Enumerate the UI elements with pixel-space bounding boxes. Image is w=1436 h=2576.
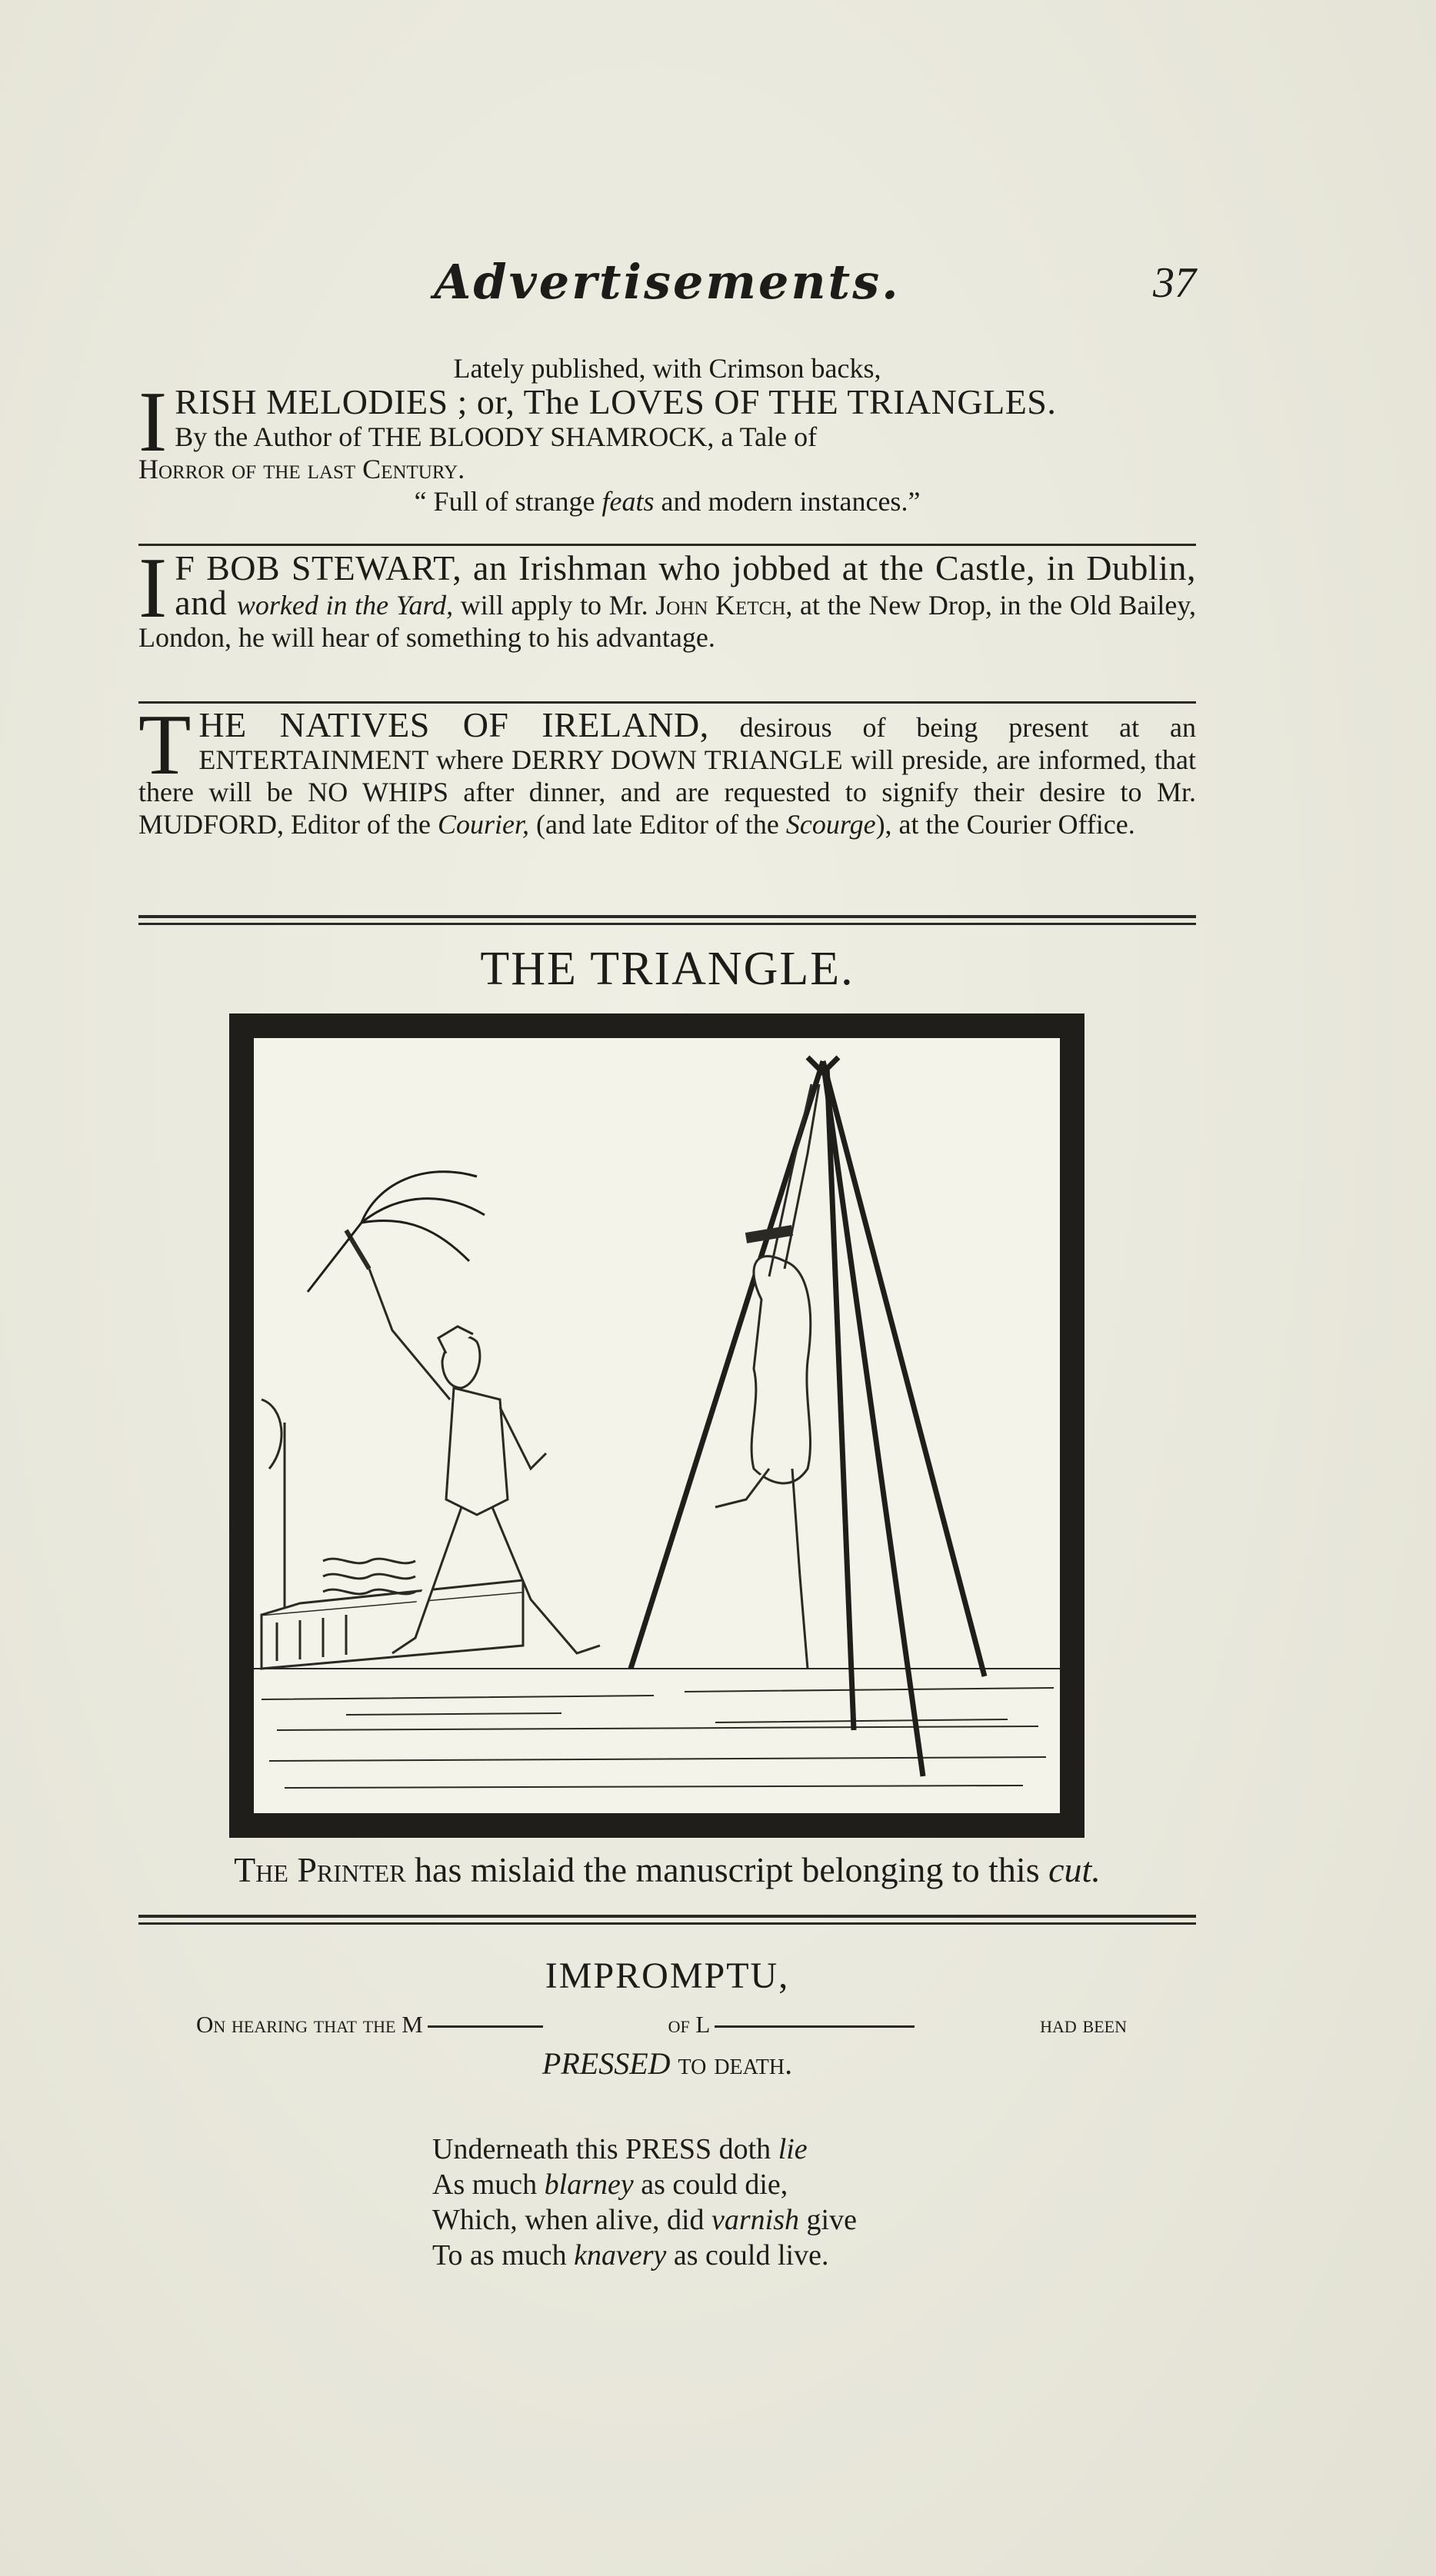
whipping-post	[262, 1399, 415, 1607]
ad1-byline: By the Author of THE BLOODY SHAMROCK, a Tale of	[175, 421, 818, 452]
stone-block	[262, 1580, 523, 1669]
whip-lashes	[308, 1172, 485, 1292]
verse-line: To as much knavery as could live.	[432, 2239, 829, 2271]
advertisement-natives-of-ireland: T HE NATIVES OF IRELAND, desirous of being present at an ENTERTAINMENT where DERRY DOWN TRIANGLE will preside, are informed, that there will be NO WHIPS after dinner, and are requested to signify their desire to Mr. MUDFORD, Editor of the Courier, (and late Editor of the Scourge), at the Courier Office.	[138, 697, 1196, 840]
verse-line: As much blarney as could die,	[432, 2168, 788, 2201]
verse-line: Which, when alive, did varnish give	[432, 2204, 857, 2236]
impromptu-subtitle-line2: PRESSED to death.	[541, 2046, 793, 2081]
ad2-dropcap: I	[138, 541, 168, 636]
hanging-figure	[715, 1084, 819, 1669]
ground-hatching	[254, 1669, 1060, 1788]
double-divider-rule	[138, 915, 1196, 925]
ad1-title: RISH MELODIES ; or, The LOVES OF THE TRIANGLES.	[175, 382, 1057, 421]
ad3-lead: HE NATIVES OF IRELAND,	[198, 705, 709, 744]
running-head-title: Advertisements.	[434, 254, 901, 310]
ad2-name: John Ketch,	[655, 590, 793, 621]
ad1-byline-continued: Horror of the last Century.	[138, 454, 465, 484]
divider-rule	[138, 701, 1196, 704]
ad3-dropcap: T	[138, 697, 192, 793]
page-number: 37	[1153, 259, 1196, 307]
divider-rule	[138, 544, 1196, 546]
cut-caption: The Printer has mislaid the manuscript belonging to this cut.	[234, 1850, 1101, 1889]
verse	[432, 2132, 857, 2273]
ad1-intro: Lately published, with Crimson backs,	[453, 353, 881, 384]
impromptu-title: IMPROMPTU,	[545, 1955, 790, 1996]
ad2-lead: F BOB STEWART,	[175, 548, 462, 587]
ad1-quote: “ Full of strange feats and modern instances.”	[414, 486, 921, 517]
impromptu-subtitle: On hearing that the M of L had been	[196, 2011, 1127, 2038]
verse-line: Underneath this PRESS doth lie	[432, 2133, 808, 2165]
advertisement-irish-melodies	[138, 352, 1196, 518]
double-divider-rule	[138, 1915, 1196, 1925]
ad1-dropcap: I	[138, 374, 168, 470]
woodcut-illustration	[229, 1013, 1084, 1838]
advertisement-bob-stewart: I F BOB STEWART, an Irishman who jobbed at the Castle, in Dublin, and worked in the Yard, will apply to Mr. John Ketch, at the New Drop, in the Old Bailey, London, he will hear of something to his advantage.	[138, 541, 1196, 653]
triangle-flogging-engraving	[254, 1038, 1060, 1813]
cut-title: THE TRIANGLE.	[480, 943, 855, 995]
running-head	[138, 254, 1196, 323]
